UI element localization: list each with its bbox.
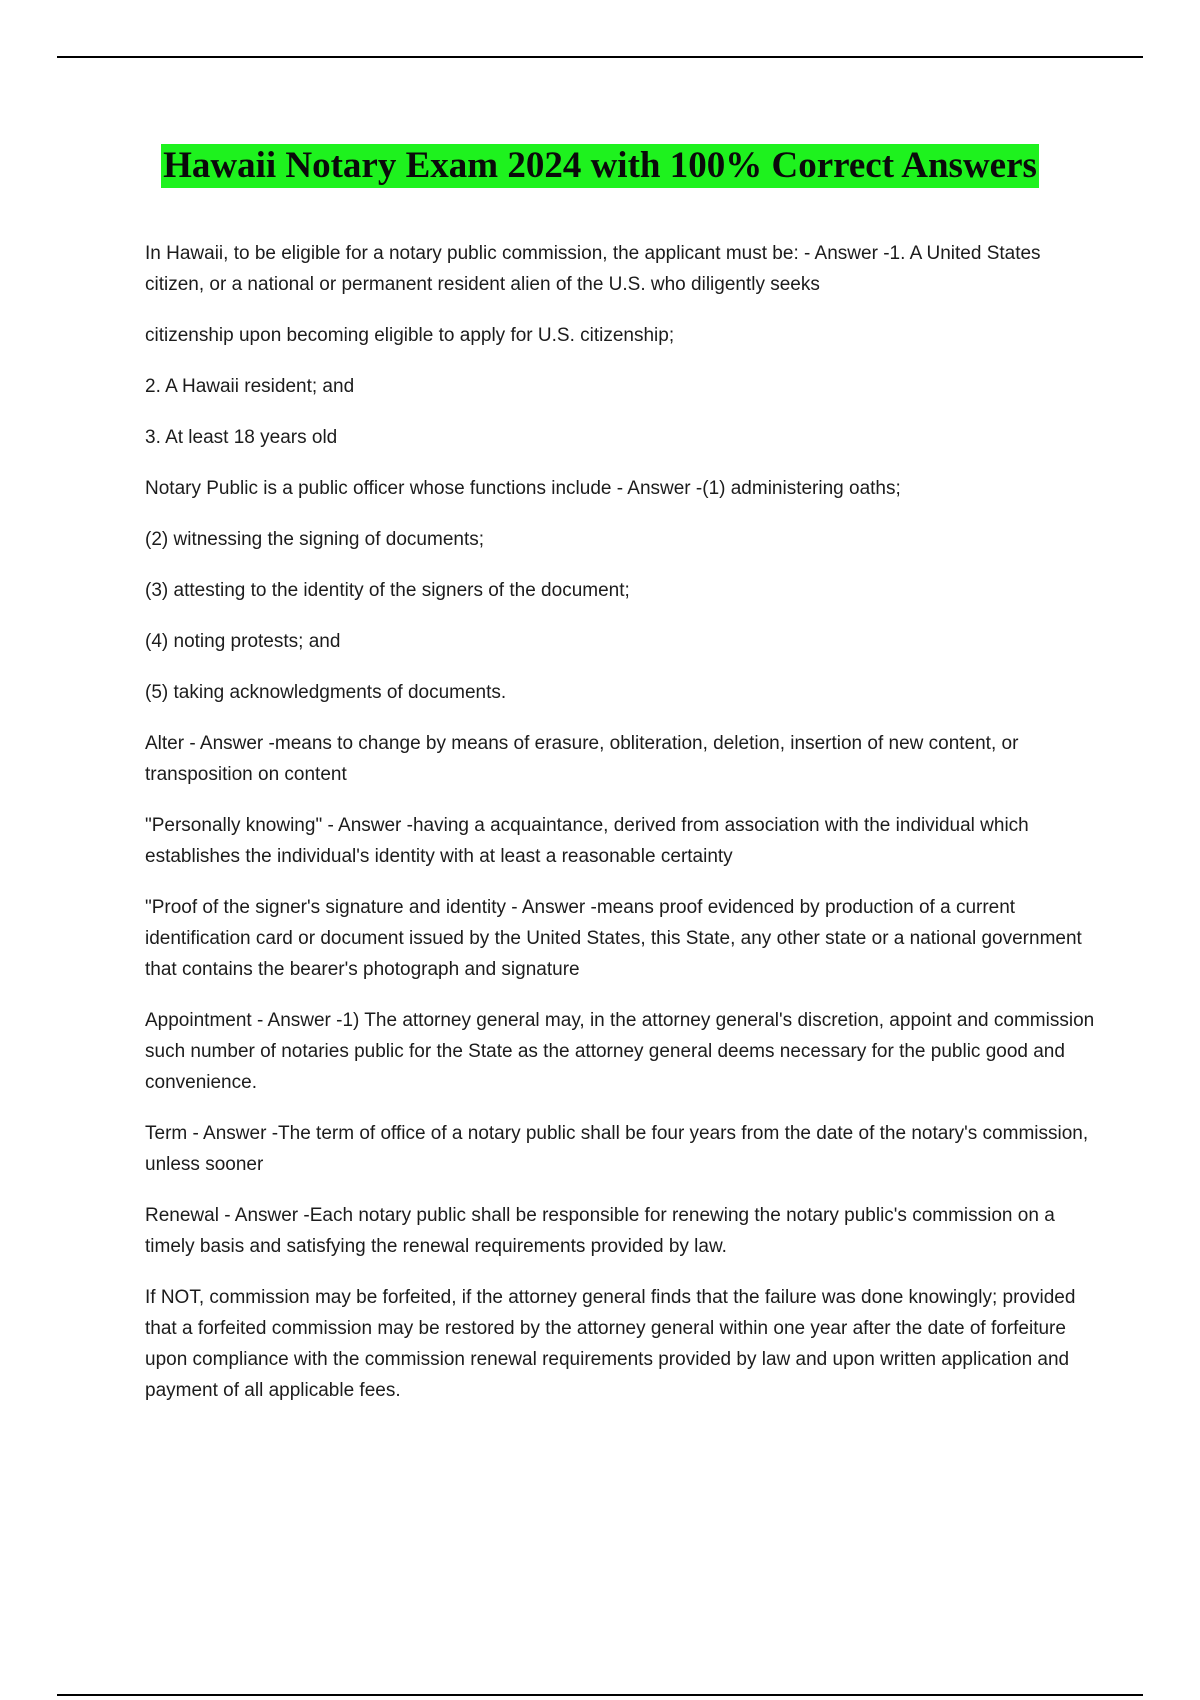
paragraph-forfeiture: If NOT, commission may be forfeited, if the attorney general finds that the failure was done knowingly; provided that a forfeited commission may be restored by the attorney general within one year after the date of forfeiture upon compliance with the commission renewal requirements provided by law and upon written application and payment of all applicable fees.: [145, 1287, 1076, 1401]
title-container: [0, 144, 1200, 188]
document-title: Hawaii Notary Exam 2024 with 100% Correct Answers: [163, 145, 1037, 186]
paragraph-functions: Notary Public is a public officer whose functions include - Answer -(1) administering oaths;: [145, 478, 901, 499]
footer-rule: [57, 1694, 1143, 1696]
paragraph-alter: Alter - Answer -means to change by means of erasure, obliteration, deletion, insertion of new content, or transposition on content: [145, 733, 1019, 785]
paragraph-age: 3. At least 18 years old: [145, 427, 338, 448]
paragraph-personally-knowing: "Personally knowing" - Answer -having a acquaintance, derived from association with the individual which establishes the individual's identity with at least a reasonable certainty: [145, 815, 1029, 867]
paragraph-term: Term - Answer -The term of office of a notary public shall be four years from the date of the notary's commission, unless sooner: [145, 1123, 1089, 1175]
paragraph-appointment: Appointment - Answer -1) The attorney general may, in the attorney general's discretion, appoint and commission such number of notaries public for the State as the attorney general deems necessary for the public good and convenience.: [145, 1010, 1095, 1093]
header-rule: [57, 56, 1143, 58]
paragraph-renewal: Renewal - Answer -Each notary public shall be responsible for renewing the notary public's commission on a timely basis and satisfying the renewal requirements provided by law.: [145, 1205, 1055, 1257]
document-body: [145, 238, 1095, 1426]
paragraph-attesting: (3) attesting to the identity of the signers of the document;: [145, 580, 630, 601]
paragraph-resident: 2. A Hawaii resident; and: [145, 376, 355, 397]
paragraph-eligibility: In Hawaii, to be eligible for a notary public commission, the applicant must be: - Answer -1. A United States citizen, or a national or permanent resident alien of the U.S. who diligently seeks: [145, 243, 1041, 295]
paragraph-citizenship: citizenship upon becoming eligible to apply for U.S. citizenship;: [145, 325, 675, 346]
paragraph-proof: "Proof of the signer's signature and identity - Answer -means proof evidenced by production of a current identification card or document issued by the United States, this State, any other state or a national government that contains the bearer's photograph and signature: [145, 897, 1082, 980]
paragraph-witnessing: (2) witnessing the signing of documents;: [145, 529, 485, 550]
paragraph-acknowledgments: (5) taking acknowledgments of documents.: [145, 682, 507, 703]
paragraph-protests: (4) noting protests; and: [145, 631, 341, 652]
